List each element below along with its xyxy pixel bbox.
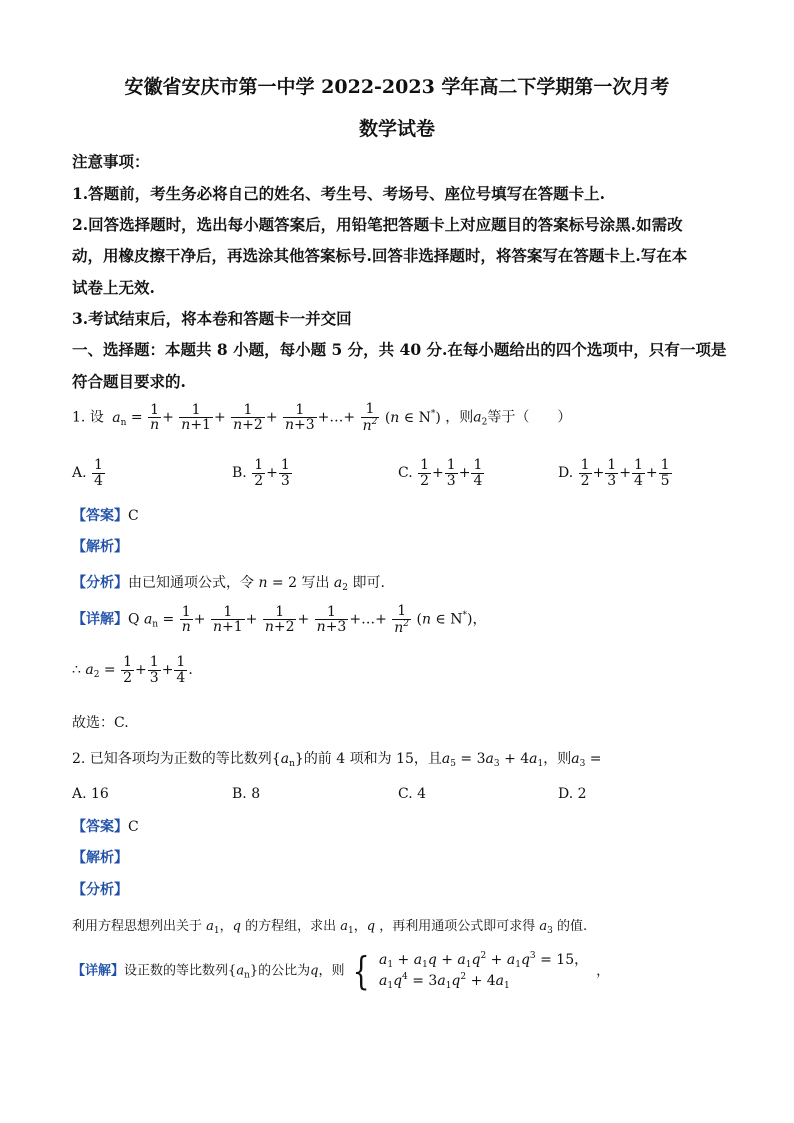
q1-answer: 【答案】C <box>72 508 139 524</box>
q1-result: ∴ $a_2$ = $\frac{1}{2}$ + $\frac{1}{3}$ + $\frac{1}{4}$ . <box>72 654 193 686</box>
section-1-heading: 一、选择题：本题共 8 小题，每小题 5 分，共 40 分.在每小题给出的四个选项中，只有一项是 <box>72 340 727 359</box>
q2-option-c[interactable]: C. 4 <box>398 786 427 802</box>
q2-option-a[interactable]: A. 16 <box>72 786 109 802</box>
notes-item-2-line-2: 动，用橡皮擦干净后，再选涂其他答案标号.回答非选择题时，将答案写在答题卡上.写在本 <box>72 246 688 265</box>
exam-title: 安徽省安庆市第一中学 2022-2023 学年高二下学期第一次月考 <box>124 76 670 98</box>
system-brace: { <box>352 949 370 994</box>
notes-item-2-line-1: 2.回答选择题时，选出每小题答案后，用铅笔把答题卡上对应题目的答案标号涂黑.如需改 <box>72 215 683 234</box>
q1-option-d[interactable]: D. $\frac{1}{2}$ + $\frac{1}{3}$ + $\frac{1}{4}$ + $\frac{1}{5}$ <box>558 457 670 489</box>
section-1-heading-cont: 符合题目要求的. <box>72 372 186 391</box>
q1-option-b[interactable]: B. $\frac{1}{2}$ + $\frac{1}{3}$ <box>232 457 290 489</box>
q2-detail: 【详解】设正数的等比数列$\{a_n\}$的公比为q，则 { $a_1 + a_1q + a_1q^2 + a_1q^3 = 15$， $a_1q^4 = 3a_1q^2 + 4a_1$ ， <box>72 949 610 994</box>
q1-conclusion: 故选：C. <box>72 715 129 731</box>
q1-option-a[interactable]: A. $\frac{1}{4}$ <box>72 457 103 489</box>
q2-fenxi-tag: 【分析】 <box>72 882 128 898</box>
q2-option-b[interactable]: B. 8 <box>232 786 261 802</box>
q2-fenxi-text: 利用方程思想列出关于 $a_1$，q 的方程组，求出 $a_1$，q ，再利用通项公式即可求得 $a_3$ 的值. <box>72 919 588 936</box>
q1-fenxi: 【分析】由已知通项公式，令 n = 2 写出 $a_2$ 即可. <box>72 575 385 593</box>
notes-item-3: 3.考试结束后，将本卷和答题卡一并交回 <box>72 309 352 328</box>
q1-option-c[interactable]: C. $\frac{1}{2}$ + $\frac{1}{3}$ + $\frac{1}{4}$ <box>398 457 483 489</box>
exam-subtitle: 数学试卷 <box>358 118 435 140</box>
q1-analysis-tag: 【解析】 <box>72 539 128 555</box>
q2-answer: 【答案】C <box>72 819 139 835</box>
q2-analysis-tag: 【解析】 <box>72 850 128 866</box>
q2-stem: 2. 已知各项均为正数的等比数列$\{a_n\}$的前 4 项和为 15，且$a_5 = 3a_3 + 4a_1$，则$a_3$ = <box>72 751 602 769</box>
q1-detail: 【详解】Q $a_n$ = $\frac{1}{n}$ + $\frac{1}{n+1}$ + $\frac{1}{n+2}$ + $\frac{1}{n+3}$ +…+ $\frac{1}{n^2}$ (n ∈ N*)， <box>72 603 487 636</box>
notes-heading: 注意事项： <box>72 152 150 171</box>
notes-item-2-line-3: 试卷上无效. <box>72 278 155 297</box>
equation-system: $a_1 + a_1q + a_1q^2 + a_1q^3 = 15$， $a_1q^4 = 3a_1q^2 + 4a_1$ <box>378 951 589 992</box>
notes-item-1: 1.答题前，考生务必将自己的姓名、考生号、考场号、座位号填写在答题卡上. <box>72 184 606 203</box>
q2-option-d[interactable]: D. 2 <box>558 786 587 802</box>
q1-stem: 1. 设 $a_n$ = $\frac{1}{n}$ + $\frac{1}{n+1}$ + $\frac{1}{n+2}$ + $\frac{1}{n+3}$ +…+ $\frac{1}{n^2}$ (n ∈ N*) ，则$a_2$等于（ ） <box>72 401 572 434</box>
